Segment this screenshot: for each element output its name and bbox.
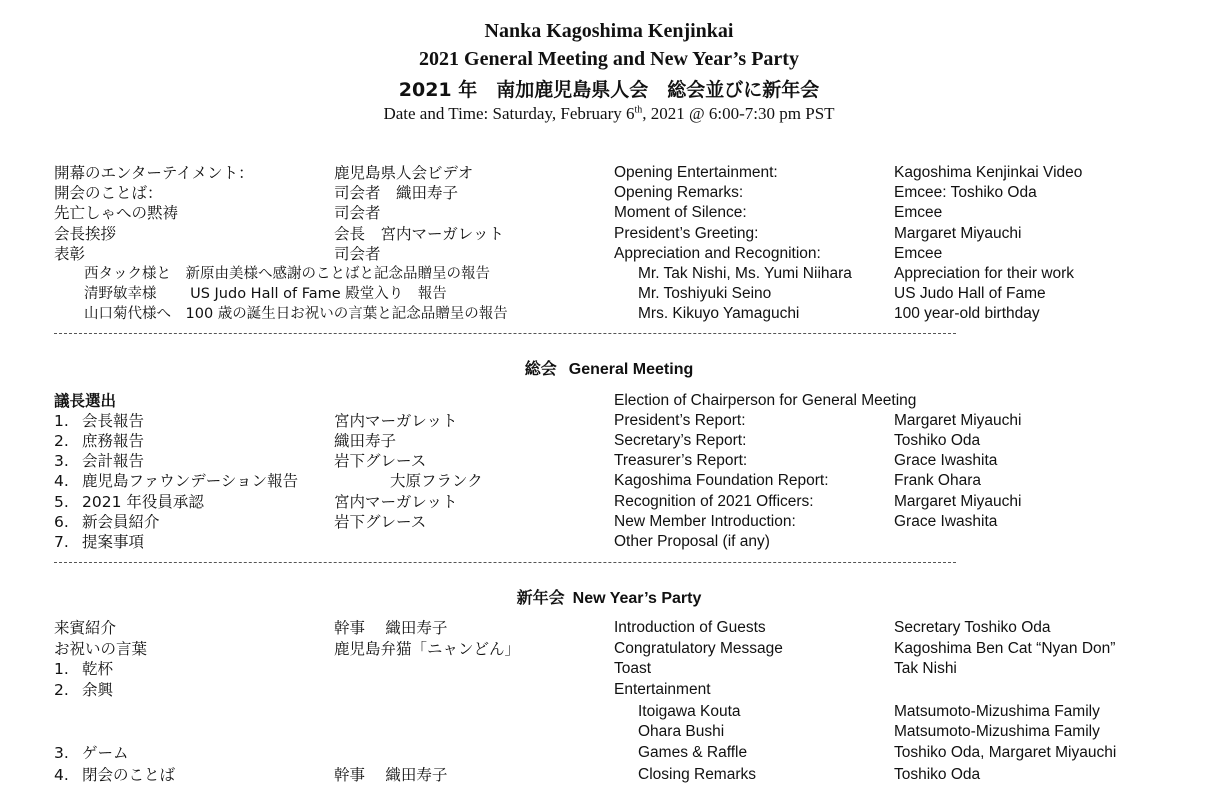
new-year-party-heading: 新年会 New Year’s Party [516,588,702,607]
document-title: Nanka Kagoshima Kenjinkai [484,20,734,42]
general-meeting-heading: 総会 General Meeting [524,359,694,378]
section-divider [54,333,956,334]
event-date-time: Date and Time: Saturday, February 6th, 2021 @ 6:00-7:30 pm PST [383,104,835,123]
section-divider [54,562,956,563]
document-title-japanese: 2021 年 南加鹿児島県人会 総会並びに新年会 [398,79,820,101]
document-subtitle: 2021 General Meeting and New Year’s Party [419,48,799,70]
